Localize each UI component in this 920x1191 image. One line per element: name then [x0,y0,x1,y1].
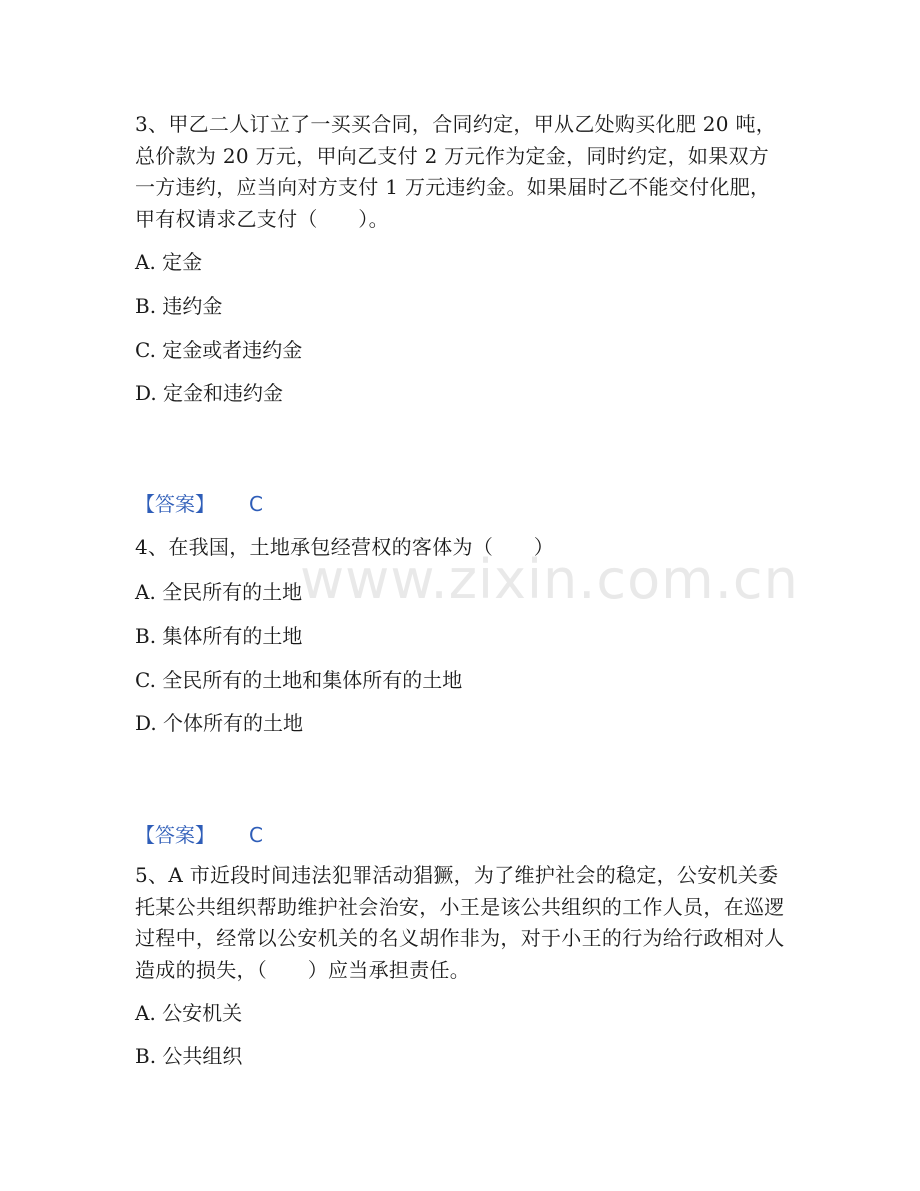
question-3-option-b: B. 违约金 [135,294,223,318]
question-3-answer [135,490,263,518]
question-3-option-d: D. 定金和违约金 [135,381,284,405]
question-5-option-b: B. 公共组织 [135,1044,243,1068]
answer-value: C [249,492,263,516]
question-4-option-b: B. 集体所有的土地 [135,624,303,648]
question-4-option-c: C. 全民所有的土地和集体所有的土地 [135,668,463,692]
question-3-text: 3、甲乙二人订立了一买买合同，合同约定，甲从乙处购买化肥 20 吨，总价款为 20 万元，甲向乙支付 2 万元作为定金，同时约定，如果双方一方违约，应当向对方支付 1 万元违约金。如果届时乙不能交付化肥，甲有权请求乙支付（ ）。 [135,112,777,231]
question-4-text: 4、在我国，土地承包经营权的客体为（ ） [135,535,555,559]
question-3-option-c: C. 定金或者违约金 [135,338,303,362]
answer-label: 【答案】 [135,492,215,516]
watermark: www.zixin.com.cn [300,548,799,611]
answer-value: C [249,823,263,847]
question-3-option-a: A. 定金 [135,250,203,274]
question-4-option-a: A. 全民所有的土地 [135,580,303,604]
answer-label: 【答案】 [135,823,215,847]
question-5-option-a: A. 公安机关 [135,1001,243,1025]
question-4-option-d: D. 个体所有的土地 [135,711,304,735]
question-5-text: 5、A 市近段时间违法犯罪活动猖獗，为了维护社会的稳定，公安机关委托某公共组织帮助维护社会治安，小王是该公共组织的工作人员，在巡逻过程中，经常以公安机关的名义胡作非为，对于小王的行为给行政相对人造成的损失，（ ）应当承担责任。 [135,863,785,982]
question-4-answer [135,821,263,849]
